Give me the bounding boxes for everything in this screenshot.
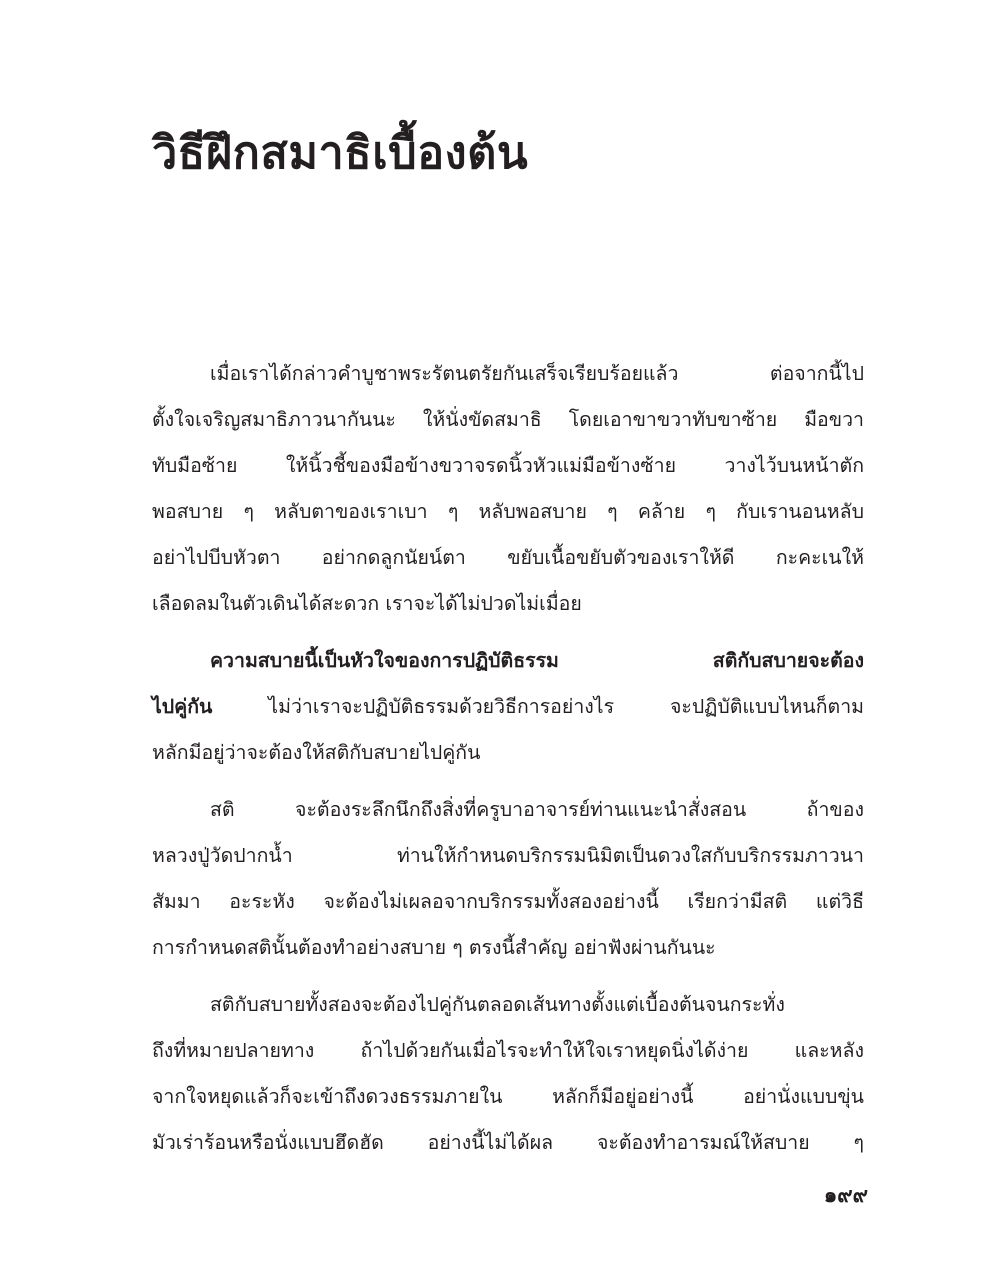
page-number: ๑๙๙ xyxy=(823,1183,868,1207)
text-segment: ไม่ว่าเราจะปฏิบัติธรรมด้วยวิธีการอย่างไร จะปฏิบัติแบบไหนก็ตาม xyxy=(212,695,864,718)
text-line: ถึงที่หมายปลายทาง ถ้าไปด้วยกันเมื่อไรจะทำให้ใจเราหยุดนิ่งได้ง่าย และหลัง xyxy=(152,1039,864,1062)
text-line: อย่าไปบีบหัวตา อย่ากดลูกนัยน์ตา ขยับเนื้อขยับตัวของเราให้ดี กะคะเนให้ xyxy=(152,546,864,569)
body-text xyxy=(152,351,864,1177)
text-line xyxy=(152,684,864,730)
text-line: สัมมา อะระหัง จะต้องไม่เผลอจากบริกรรมทั้งสองอย่างนี้ เรียกว่ามีสติ แต่วิธี xyxy=(152,890,864,913)
text-line: พอสบาย ๆ หลับตาของเราเบา ๆ หลับพอสบาย ๆ คล้าย ๆ กับเรานอนหลับ xyxy=(152,500,864,523)
text-line: ทับมือซ้าย ให้นิ้วชี้ของมือข้างขวาจรดนิ้วหัวแม่มือข้างซ้าย วางไว้บนหน้าตัก xyxy=(152,454,864,477)
page-title: วิธีฝึกสมาธิเบื้องต้น xyxy=(152,126,529,179)
text-line: เมื่อเราได้กล่าวคำบูชาพระรัตนตรัยกันเสร็จเรียบร้อยแล้ว ต่อจากนี้ไป xyxy=(210,362,864,385)
text-line: การกำหนดสตินั้นต้องทำอย่างสบาย ๆ ตรงนี้สำคัญ อย่าฟังผ่านกันนะ xyxy=(152,936,716,959)
bold-text-line: ความสบายนี้เป็นหัวใจของการปฏิบัติธรรม สติกับสบายจะต้อง xyxy=(210,649,864,672)
text-line: ตั้งใจเจริญสมาธิภาวนากันนะ ให้นั่งขัดสมาธิ โดยเอาขาขวาทับขาซ้าย มือขวา xyxy=(152,408,864,431)
text-line: หลวงปู่วัดปากน้ำ ท่านให้กำหนดบริกรรมนิมิตเป็นดวงใสกับบริกรรมภาวนา xyxy=(152,844,864,867)
text-line: จากใจหยุดแล้วก็จะเข้าถึงดวงธรรมภายใน หลักก็มีอยู่อย่างนี้ อย่านั่งแบบขุ่น xyxy=(152,1085,864,1108)
paragraph-4 xyxy=(152,982,864,1166)
paragraph-2 xyxy=(152,638,864,776)
paragraph-1 xyxy=(152,351,864,627)
bold-phrase: ไปคู่กัน xyxy=(152,695,213,718)
paragraph-3 xyxy=(152,787,864,971)
text-line: มัวเร่าร้อนหรือนั่งแบบฮึดฮัด อย่างนี้ไม่ได้ผล จะต้องทำอารมณ์ให้สบาย ๆ xyxy=(152,1131,864,1154)
text-line: สติ จะต้องระลึกนึกถึงสิ่งที่ครูบาอาจารย์ท่านแนะนำสั่งสอน ถ้าของ xyxy=(210,798,864,821)
text-line: หลักมีอยู่ว่าจะต้องให้สติกับสบายไปคู่กัน xyxy=(152,741,481,764)
text-line: สติกับสบายทั้งสองจะต้องไปคู่กันตลอดเส้นทางตั้งแต่เบื้องต้นจนกระทั่ง xyxy=(210,993,785,1016)
text-line: เลือดลมในตัวเดินได้สะดวก เราจะได้ไม่ปวดไม่เมื่อย xyxy=(152,592,582,615)
